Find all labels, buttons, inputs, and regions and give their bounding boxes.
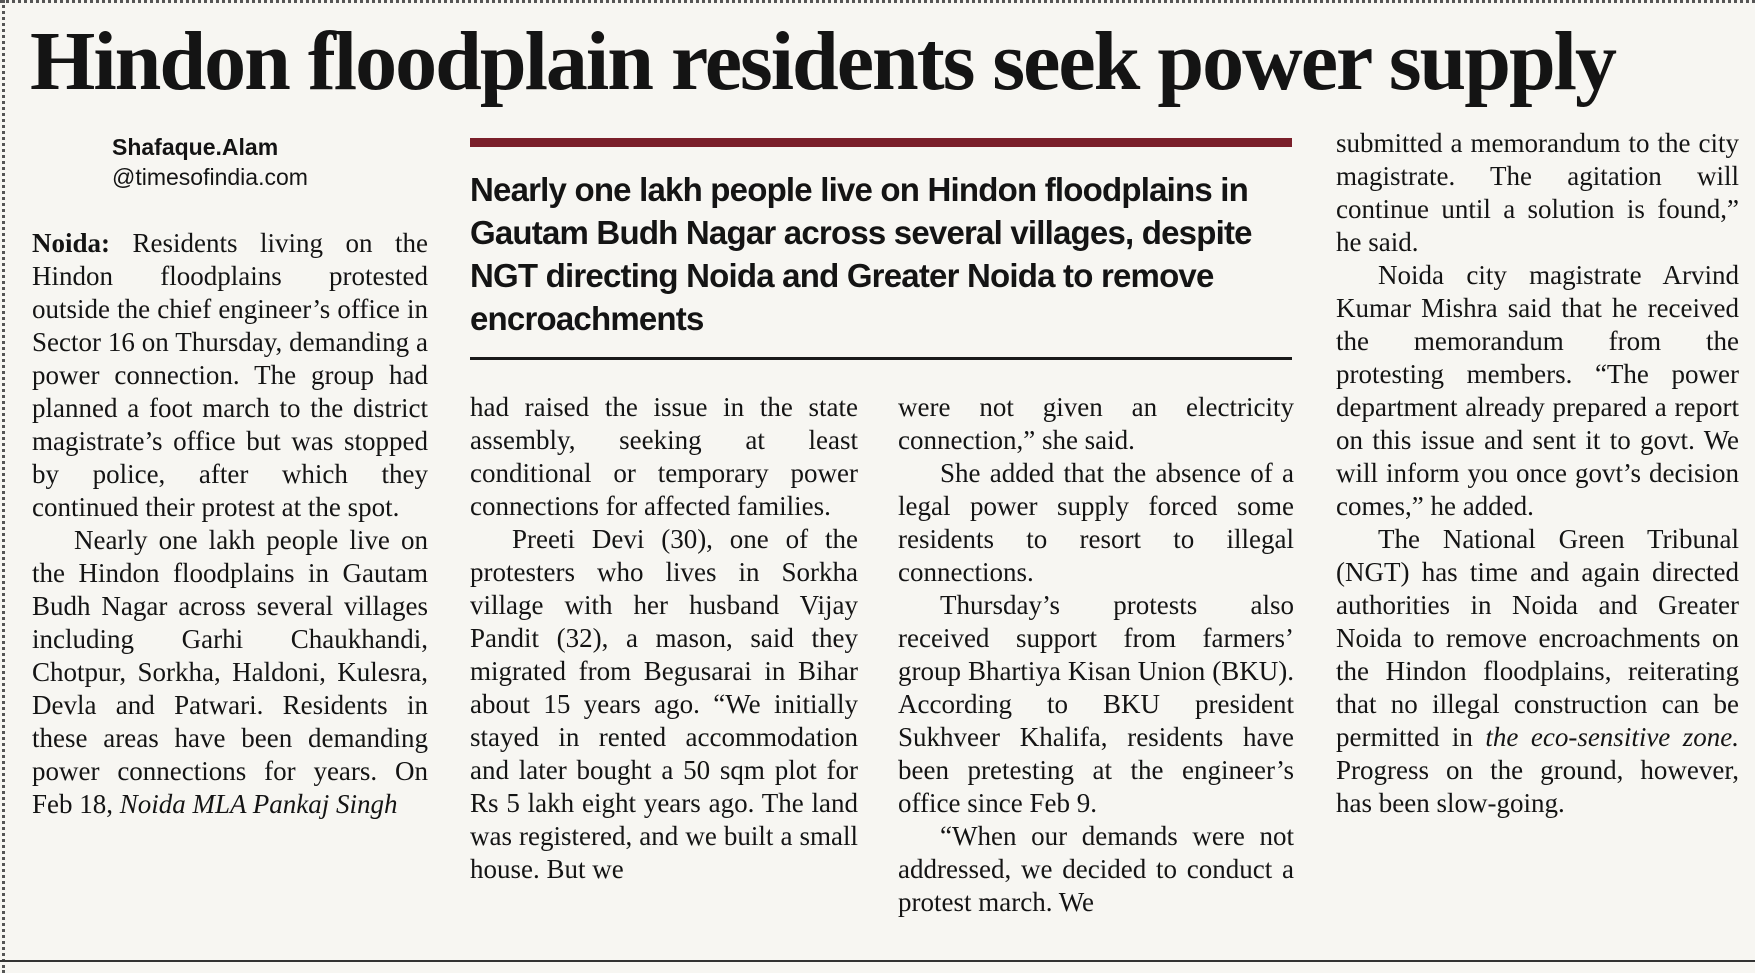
paragraph: Preeti Devi (30), one of the protesters who lives in Sorkha village with her husband Vijay Pandit (32), a mason, said they migrated from Begusarai in Bihar about 15 years ago. “We initially stayed in rented accommodation and later bought a 50 sqm plot for Rs 5 lakh eight years ago. The land was registered, and we built a small house. But we xyxy=(470,524,858,884)
headline: Hindon floodplain residents seek power supply xyxy=(30,15,1615,108)
paragraph xyxy=(32,524,428,821)
paragraph: had raised the issue in the state assembly, seeking at least conditional or temporary power connections for affected families. xyxy=(470,392,858,521)
paragraph xyxy=(32,227,428,524)
paragraph: Noida city magistrate Arvind Kumar Mishra said that he received the memorandum from the protesting members. “The power department already prepared a report on this issue and sent it to govt. We will inform you once govt’s decision comes,” he added. xyxy=(1336,260,1739,521)
top-dotted-border xyxy=(0,0,1755,3)
deck-bottom-rule xyxy=(470,357,1292,360)
paragraph xyxy=(1336,523,1739,820)
paragraph: were not given an electricity connection,” she said. xyxy=(898,392,1294,455)
paragraph: submitted a memorandum to the city magistrate. The agitation will continue until a solution is found,” he said. xyxy=(1336,128,1739,257)
paragraph-text: Progress on the ground, however, has been slow-going. xyxy=(1336,755,1739,818)
paragraph-text: Nearly one lakh people live on the Hindon floodplains in Gautam Budh Nagar across several villages including Garhi Chaukhandi, Chotpur, Sorkha, Haldoni, Kulesra, Devla and Patwari. Residents in these areas have been demanding power connections for years. On Feb 18, xyxy=(32,525,428,819)
italic-text: Noida MLA Pankaj Singh xyxy=(119,789,398,819)
column-2 xyxy=(470,391,858,886)
italic-text: the eco-sensitive zone. xyxy=(1485,722,1739,752)
column-1 xyxy=(32,227,428,821)
paragraph-text: Residents living on the Hindon floodplains protested outside the chief engineer’s office in Sector 16 on Thursday, demanding a power connection. The group had planned a foot march to the district magistrate’s office but was stopped by police, after which they continued their protest at the spot. xyxy=(32,228,428,522)
left-dotted-border xyxy=(2,0,5,973)
byline xyxy=(112,132,308,192)
paragraph-text: The National Green Tribunal (NGT) has time and again directed authorities in Noida and Greater Noida to remove encroachments on the Hindon floodplains, reiterating that no illegal construction can be permitted in xyxy=(1336,524,1739,752)
deck: Nearly one lakh people live on Hindon floodplains in Gautam Budh Nagar across several villages, despite NGT directing Noida and Greater Noida to remove encroachments xyxy=(470,171,1252,337)
paragraph: “When our demands were not addressed, we decided to conduct a protest march. We xyxy=(898,821,1294,917)
column-4 xyxy=(1336,127,1739,820)
bottom-rule xyxy=(0,960,1755,962)
paragraph: She added that the absence of a legal power supply forced some residents to resort to illegal connections. xyxy=(898,458,1294,587)
byline-email: @timesofindia.com xyxy=(112,164,308,190)
column-3 xyxy=(898,391,1294,919)
paragraph: Thursday’s protests also received support from farmers’ group Bhartiya Kisan Union (BKU). According to BKU president Sukhveer Khalifa, residents have been pretesting at the engineer’s office since Feb 9. xyxy=(898,590,1294,818)
dateline: Noida: xyxy=(32,228,111,258)
byline-author: Shafaque.Alam xyxy=(112,134,279,160)
deck-top-rule xyxy=(470,138,1292,147)
